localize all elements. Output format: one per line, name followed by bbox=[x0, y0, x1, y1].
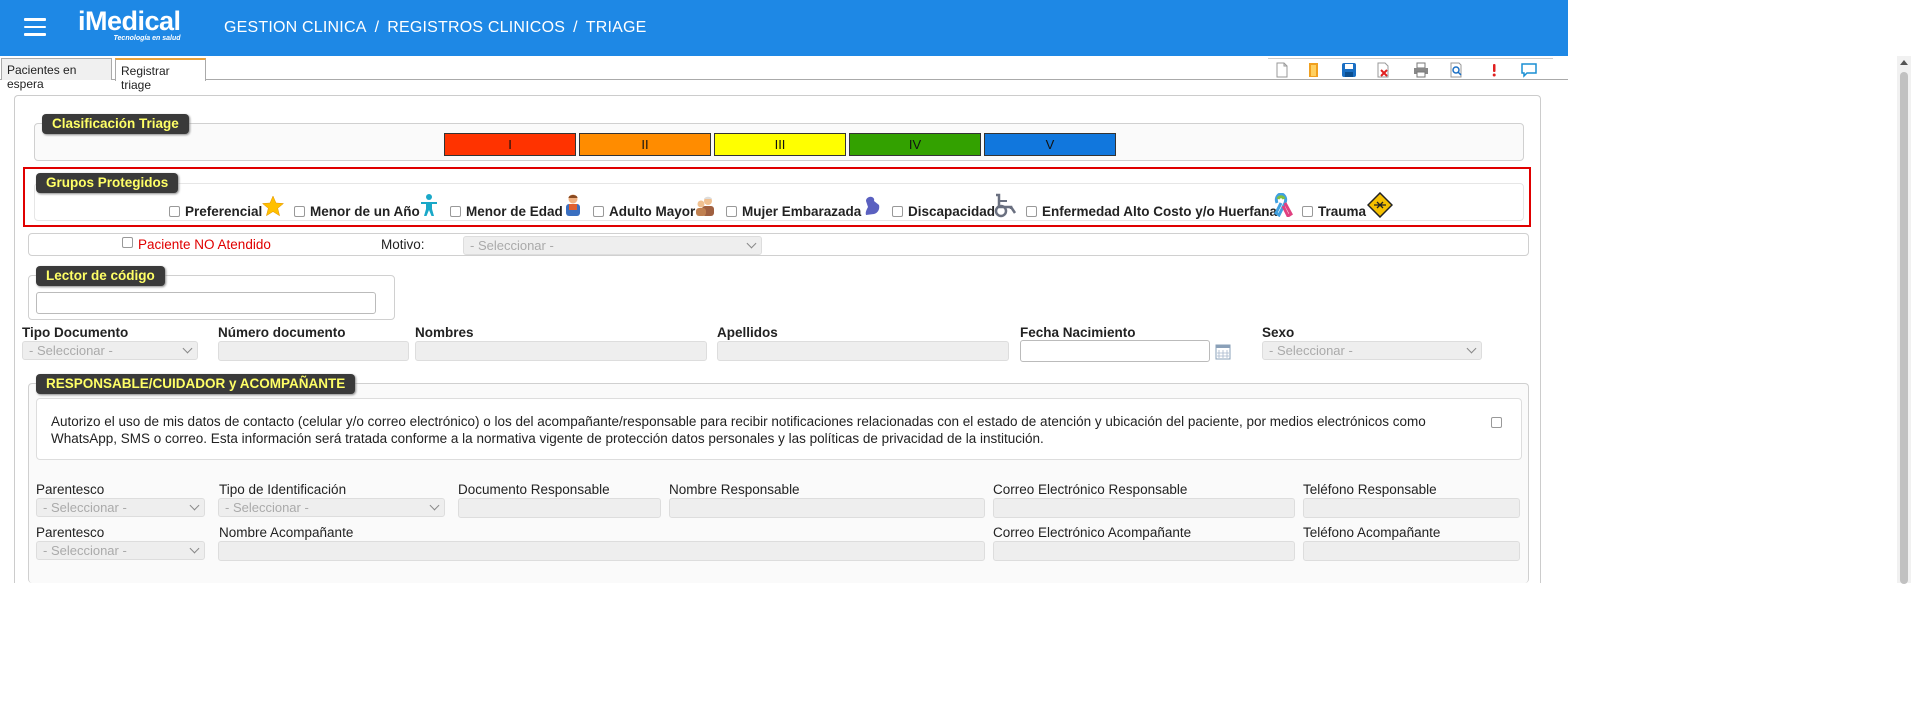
preferencial-label: Preferencial bbox=[185, 204, 263, 219]
correo-responsable-input[interactable] bbox=[993, 498, 1295, 518]
telefono-responsable-label: Teléfono Responsable bbox=[1303, 482, 1437, 497]
apellidos-label: Apellidos bbox=[717, 325, 778, 340]
child-icon bbox=[563, 193, 583, 217]
consent-text: Autorizo el uso de mis datos de contacto (celular y/o correo electrónico) o los del acompañante/responsable para recibir notificaciones relacionadas con el estado de atención y ubicación del paciente, por medios electrónicos como WhatsApp, SMS o correo. Esta información será tratada conforme a la normativa vigente de protección datos personales y las políticas de privacidad de la institución. bbox=[51, 414, 1426, 446]
consent-checkbox[interactable] bbox=[1491, 417, 1502, 428]
documento-responsable-label: Documento Responsable bbox=[458, 482, 610, 497]
tipo-identificacion-label: Tipo de Identificación bbox=[219, 482, 347, 497]
logo-tagline: Tecnología en salud bbox=[113, 35, 181, 42]
chevron-down-icon bbox=[190, 501, 200, 511]
tab-pacientes-en-espera[interactable]: Pacientes en espera bbox=[1, 58, 112, 80]
adulto-mayor-label: Adulto Mayor bbox=[609, 204, 696, 219]
correo-responsable-label: Correo Electrónico Responsable bbox=[993, 482, 1188, 497]
elderly-icon bbox=[693, 195, 717, 217]
motivo-select[interactable] bbox=[463, 236, 762, 255]
trauma-sign-icon bbox=[1367, 192, 1393, 218]
triage-legend: Clasificación Triage bbox=[42, 114, 189, 134]
enfermedad-alto-costo-checkbox[interactable] bbox=[1026, 206, 1037, 217]
ribbon-icon bbox=[1269, 193, 1293, 217]
fecha-nacimiento-input[interactable] bbox=[1020, 340, 1210, 362]
sexo-select[interactable] bbox=[1262, 341, 1482, 360]
preferencial-checkbox[interactable] bbox=[169, 206, 180, 217]
lector-legend: Lector de código bbox=[36, 266, 165, 286]
discapacidad-checkbox[interactable] bbox=[892, 206, 903, 217]
sexo-label: Sexo bbox=[1262, 325, 1295, 340]
nombre-acompanante-input[interactable] bbox=[218, 541, 985, 561]
correo-acompanante-label: Correo Electrónico Acompañante bbox=[993, 525, 1192, 540]
triage-level-i-button[interactable]: I bbox=[444, 133, 576, 156]
wheelchair-icon bbox=[992, 192, 1018, 218]
parentesco-label: Parentesco bbox=[36, 482, 105, 497]
chevron-down-icon bbox=[183, 344, 193, 354]
calendar-icon[interactable] bbox=[1215, 343, 1231, 360]
triage-level-v-button[interactable]: V bbox=[984, 133, 1116, 156]
breadcrumb-item: TRIAGE bbox=[585, 19, 647, 36]
responsable-legend: RESPONSABLE/CUIDADOR y ACOMPAÑANTE bbox=[36, 374, 355, 394]
tipo-identificacion-select[interactable] bbox=[218, 498, 445, 517]
telefono-acompanante-input[interactable] bbox=[1303, 541, 1520, 561]
tab-registrar-triage[interactable]: Registrar triage bbox=[115, 58, 206, 81]
alert-icon[interactable] bbox=[1486, 62, 1502, 78]
no-atendido-label: Paciente NO Atendido bbox=[138, 237, 271, 252]
scroll-thumb[interactable] bbox=[1900, 72, 1908, 584]
preview-icon[interactable] bbox=[1448, 62, 1464, 78]
pregnant-icon bbox=[862, 195, 882, 217]
grupo-adulto-mayor[interactable] bbox=[593, 204, 695, 219]
trauma-checkbox[interactable] bbox=[1302, 206, 1313, 217]
star-icon bbox=[262, 195, 284, 217]
menu-icon[interactable] bbox=[24, 18, 46, 36]
apellidos-input[interactable] bbox=[717, 341, 1009, 361]
grupos-legend: Grupos Protegidos bbox=[36, 173, 178, 193]
logo-text: iMedical bbox=[78, 6, 181, 36]
chat-icon[interactable] bbox=[1521, 62, 1537, 78]
menor-de-edad-checkbox[interactable] bbox=[450, 206, 461, 217]
mujer-embarazada-label: Mujer Embarazada bbox=[742, 204, 862, 219]
breadcrumb-separator: / bbox=[573, 19, 578, 36]
breadcrumb-separator: / bbox=[374, 19, 380, 36]
consent-box bbox=[36, 398, 1522, 460]
motivo-select-value: - Seleccionar - bbox=[470, 238, 554, 253]
triage-level-iv-button[interactable]: IV bbox=[849, 133, 981, 156]
grupo-discapacidad[interactable] bbox=[892, 204, 995, 219]
correo-acompanante-input[interactable] bbox=[993, 541, 1295, 561]
grupo-menor-de-edad[interactable] bbox=[450, 204, 563, 219]
nombre-responsable-input[interactable] bbox=[669, 498, 985, 518]
chevron-down-icon bbox=[190, 544, 200, 554]
adulto-mayor-checkbox[interactable] bbox=[593, 206, 604, 217]
tipo-identificacion-value: - Seleccionar - bbox=[225, 500, 309, 515]
vertical-scrollbar[interactable] bbox=[1897, 56, 1911, 583]
chevron-down-icon bbox=[747, 239, 757, 249]
breadcrumb bbox=[224, 19, 647, 37]
infant-icon bbox=[419, 193, 439, 217]
grupo-preferencial[interactable] bbox=[169, 204, 262, 219]
documento-responsable-input[interactable] bbox=[458, 498, 661, 518]
parentesco-value: - Seleccionar - bbox=[43, 500, 127, 515]
new-document-icon[interactable] bbox=[1274, 62, 1290, 78]
menor-de-edad-label: Menor de Edad bbox=[466, 204, 563, 219]
sexo-value: - Seleccionar - bbox=[1269, 343, 1353, 358]
nombre-acompanante-label: Nombre Acompañante bbox=[219, 525, 354, 540]
nombres-label: Nombres bbox=[415, 325, 474, 340]
telefono-acompanante-label: Teléfono Acompañante bbox=[1303, 525, 1441, 540]
breadcrumb-item[interactable]: REGISTROS CLINICOS bbox=[387, 19, 566, 36]
mujer-embarazada-checkbox[interactable] bbox=[726, 206, 737, 217]
menor-de-un-ano-label: Menor de un Año bbox=[310, 204, 420, 219]
tipo-documento-select[interactable] bbox=[22, 341, 198, 360]
nombres-input[interactable] bbox=[415, 341, 707, 361]
motivo-label: Motivo: bbox=[381, 237, 425, 252]
enfermedad-alto-costo-label: Enfermedad Alto Costo y/o Huerfana bbox=[1042, 204, 1278, 219]
grupo-menor-de-un-ano[interactable] bbox=[294, 204, 420, 219]
parentesco-select[interactable] bbox=[36, 498, 205, 517]
grupo-mujer-embarazada[interactable] bbox=[726, 204, 861, 219]
fecha-nacimiento-label: Fecha Nacimiento bbox=[1020, 325, 1136, 340]
trauma-label: Trauma bbox=[1318, 204, 1367, 219]
telefono-responsable-input[interactable] bbox=[1303, 498, 1520, 518]
grupo-trauma[interactable] bbox=[1302, 204, 1366, 219]
parentesco-acompanante-select[interactable] bbox=[36, 541, 205, 560]
grupo-enfermedad-alto-costo[interactable] bbox=[1026, 204, 1277, 219]
save-icon[interactable] bbox=[1341, 62, 1357, 78]
triage-level-ii-button[interactable]: II bbox=[579, 133, 711, 156]
tipo-documento-value: - Seleccionar - bbox=[29, 343, 113, 358]
top-app-bar bbox=[0, 0, 1568, 56]
breadcrumb-item[interactable]: GESTION CLINICA bbox=[224, 19, 367, 36]
nombre-responsable-label: Nombre Responsable bbox=[669, 482, 800, 497]
parentesco-acompanante-label: Parentesco bbox=[36, 525, 105, 540]
barcode-input[interactable] bbox=[36, 292, 376, 314]
chevron-down-icon bbox=[1467, 344, 1477, 354]
numero-documento-input[interactable] bbox=[218, 341, 409, 361]
triage-level-iii-button[interactable]: III bbox=[714, 133, 846, 156]
toolbar bbox=[1268, 58, 1553, 80]
paciente-no-atendido-option[interactable] bbox=[122, 237, 271, 252]
open-folder-icon[interactable] bbox=[1306, 62, 1322, 78]
print-icon[interactable] bbox=[1413, 62, 1429, 78]
discapacidad-label: Discapacidad bbox=[908, 204, 996, 219]
cancel-document-icon[interactable] bbox=[1375, 62, 1391, 78]
scroll-up-arrow-icon[interactable] bbox=[1900, 60, 1908, 65]
app-logo[interactable] bbox=[78, 6, 181, 42]
parentesco-acompanante-value: - Seleccionar - bbox=[43, 543, 127, 558]
numero-documento-label: Número documento bbox=[218, 325, 346, 340]
menor-de-un-ano-checkbox[interactable] bbox=[294, 206, 305, 217]
chevron-down-icon bbox=[430, 501, 440, 511]
no-atendido-checkbox[interactable] bbox=[122, 237, 133, 248]
tipo-documento-label: Tipo Documento bbox=[22, 325, 129, 340]
